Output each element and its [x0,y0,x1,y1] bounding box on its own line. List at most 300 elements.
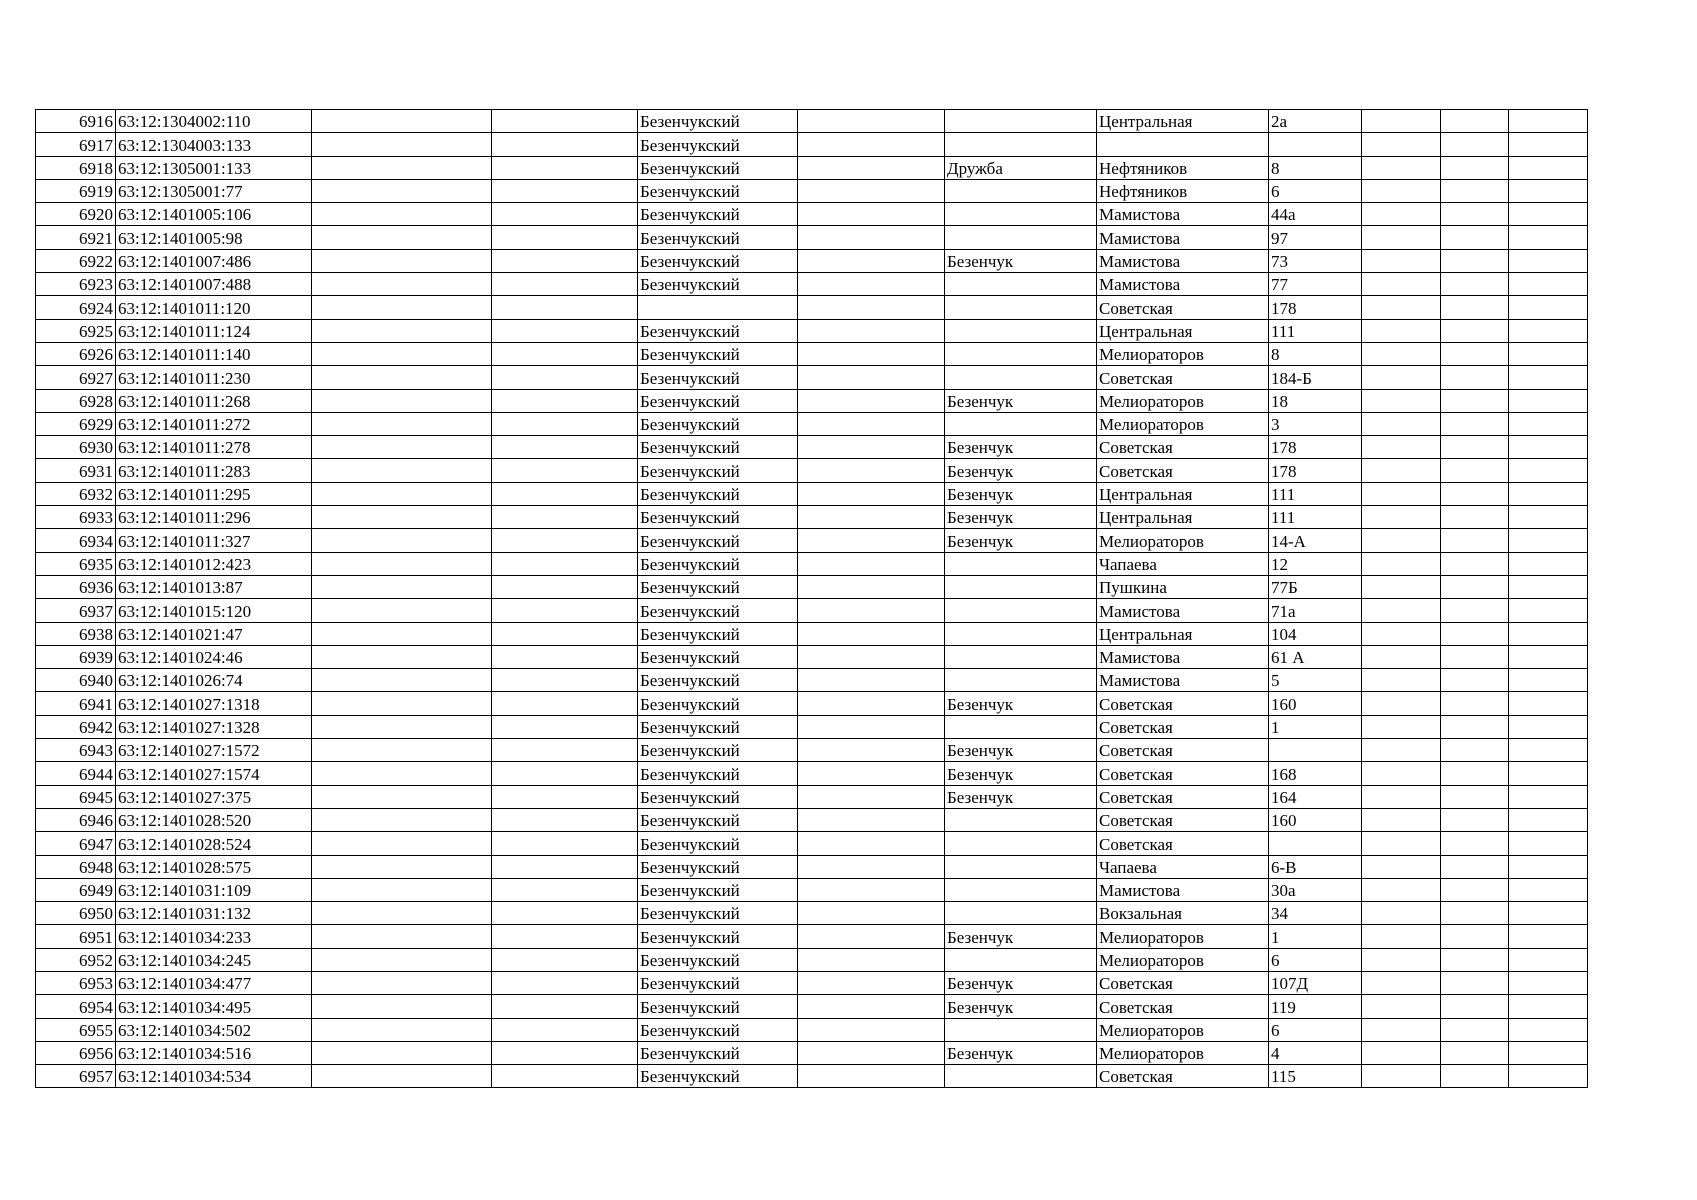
blank-cell-c [798,226,945,249]
blank-cell-f [1509,762,1588,785]
table-row [36,389,1588,412]
table-row [36,366,1588,389]
street-cell: Советская [1097,808,1269,831]
row-number-cell: 6952 [36,948,116,971]
blank-cell-e [1441,948,1509,971]
blank-cell-a [312,459,492,482]
blank-cell-d [1362,599,1441,622]
blank-cell-b [492,110,638,133]
district-cell: Безенчукский [638,971,798,994]
blank-cell-a [312,110,492,133]
street-cell: Советская [1097,692,1269,715]
blank-cell-f [1509,226,1588,249]
house-number-cell: 178 [1269,436,1362,459]
row-number-cell: 6946 [36,808,116,831]
row-number-cell: 6945 [36,785,116,808]
blank-cell-d [1362,273,1441,296]
blank-cell-a [312,645,492,668]
row-number-cell: 6916 [36,110,116,133]
blank-cell-f [1509,855,1588,878]
blank-cell-b [492,622,638,645]
blank-cell-f [1509,1041,1588,1064]
cadastral-number-cell: 63:12:1401024:46 [116,645,312,668]
blank-cell-e [1441,226,1509,249]
cadastral-number-cell: 63:12:1305001:77 [116,179,312,202]
house-number-cell [1269,832,1362,855]
blank-cell-d [1362,552,1441,575]
blank-cell-a [312,739,492,762]
blank-cell-d [1362,482,1441,505]
street-cell: Советская [1097,971,1269,994]
district-cell: Безенчукский [638,273,798,296]
blank-cell-a [312,1065,492,1088]
cadastral-number-cell: 63:12:1401034:502 [116,1018,312,1041]
settlement-cell [945,412,1097,435]
cadastral-number-cell: 63:12:1401012:423 [116,552,312,575]
house-number-cell: 12 [1269,552,1362,575]
district-cell: Безенчукский [638,156,798,179]
house-number-cell: 1 [1269,925,1362,948]
house-number-cell: 30а [1269,878,1362,901]
blank-cell-d [1362,203,1441,226]
district-cell: Безенчукский [638,249,798,272]
blank-cell-a [312,878,492,901]
house-number-cell: 168 [1269,762,1362,785]
blank-cell-e [1441,459,1509,482]
table-row [36,412,1588,435]
blank-cell-e [1441,436,1509,459]
blank-cell-e [1441,995,1509,1018]
blank-cell-e [1441,110,1509,133]
blank-cell-f [1509,249,1588,272]
district-cell: Безенчукский [638,436,798,459]
house-number-cell: 111 [1269,482,1362,505]
cadastral-number-cell: 63:12:1401011:283 [116,459,312,482]
street-cell: Нефтяников [1097,156,1269,179]
table-row [36,971,1588,994]
blank-cell-c [798,599,945,622]
house-number-cell: 8 [1269,156,1362,179]
cadastral-number-cell: 63:12:1401031:132 [116,902,312,925]
blank-cell-a [312,995,492,1018]
house-number-cell [1269,133,1362,156]
district-cell: Безенчукский [638,715,798,738]
blank-cell-b [492,855,638,878]
row-number-cell: 6920 [36,203,116,226]
table-row [36,692,1588,715]
blank-cell-d [1362,669,1441,692]
blank-cell-a [312,552,492,575]
house-number-cell: 97 [1269,226,1362,249]
blank-cell-c [798,971,945,994]
blank-cell-e [1441,855,1509,878]
table-row [36,273,1588,296]
table-row [36,669,1588,692]
blank-cell-f [1509,995,1588,1018]
house-number-cell: 160 [1269,808,1362,831]
settlement-cell [945,110,1097,133]
street-cell: Вокзальная [1097,902,1269,925]
house-number-cell: 71а [1269,599,1362,622]
blank-cell-c [798,808,945,831]
settlement-cell [945,203,1097,226]
district-cell: Безенчукский [638,599,798,622]
district-cell [638,296,798,319]
blank-cell-d [1362,995,1441,1018]
blank-cell-b [492,273,638,296]
table-row [36,808,1588,831]
blank-cell-d [1362,739,1441,762]
blank-cell-a [312,622,492,645]
district-cell: Безенчукский [638,203,798,226]
settlement-cell [945,622,1097,645]
blank-cell-b [492,203,638,226]
street-cell: Центральная [1097,622,1269,645]
blank-cell-a [312,249,492,272]
district-cell: Безенчукский [638,575,798,598]
blank-cell-b [492,249,638,272]
blank-cell-a [312,855,492,878]
district-cell: Безенчукский [638,1065,798,1088]
street-cell: Мамистова [1097,645,1269,668]
district-cell: Безенчукский [638,459,798,482]
cadastral-number-cell: 63:12:1401015:120 [116,599,312,622]
blank-cell-f [1509,925,1588,948]
blank-cell-b [492,832,638,855]
row-number-cell: 6955 [36,1018,116,1041]
district-cell: Безенчукский [638,482,798,505]
blank-cell-c [798,948,945,971]
street-cell: Мелиораторов [1097,948,1269,971]
settlement-cell [945,179,1097,202]
house-number-cell [1269,739,1362,762]
house-number-cell: 8 [1269,342,1362,365]
row-number-cell: 6943 [36,739,116,762]
row-number-cell: 6935 [36,552,116,575]
cadastral-number-cell: 63:12:1401034:477 [116,971,312,994]
blank-cell-c [798,552,945,575]
blank-cell-f [1509,599,1588,622]
district-cell: Безенчукский [638,179,798,202]
blank-cell-f [1509,459,1588,482]
blank-cell-f [1509,389,1588,412]
cadastral-number-cell: 63:12:1401011:278 [116,436,312,459]
blank-cell-e [1441,133,1509,156]
district-cell: Безенчукский [638,832,798,855]
row-number-cell: 6942 [36,715,116,738]
cadastral-number-cell: 63:12:1401011:230 [116,366,312,389]
blank-cell-f [1509,739,1588,762]
cadastral-number-cell: 63:12:1401011:268 [116,389,312,412]
blank-cell-b [492,1065,638,1088]
blank-cell-e [1441,715,1509,738]
blank-cell-e [1441,1018,1509,1041]
house-number-cell: 6 [1269,948,1362,971]
blank-cell-b [492,389,638,412]
blank-cell-c [798,179,945,202]
settlement-cell [945,902,1097,925]
cadastral-number-cell: 63:12:1401031:109 [116,878,312,901]
house-number-cell: 3 [1269,412,1362,435]
blank-cell-a [312,412,492,435]
cadastral-number-cell: 63:12:1401011:327 [116,529,312,552]
blank-cell-a [312,575,492,598]
street-cell: Советская [1097,995,1269,1018]
settlement-cell [945,599,1097,622]
row-number-cell: 6923 [36,273,116,296]
district-cell: Безенчукский [638,506,798,529]
blank-cell-c [798,575,945,598]
blank-cell-e [1441,1041,1509,1064]
row-number-cell: 6931 [36,459,116,482]
blank-cell-e [1441,808,1509,831]
cadastral-number-cell: 63:12:1401011:296 [116,506,312,529]
blank-cell-b [492,226,638,249]
row-number-cell: 6938 [36,622,116,645]
blank-cell-c [798,878,945,901]
blank-cell-d [1362,436,1441,459]
blank-cell-b [492,669,638,692]
house-number-cell: 77Б [1269,575,1362,598]
blank-cell-e [1441,552,1509,575]
blank-cell-a [312,529,492,552]
blank-cell-e [1441,482,1509,505]
blank-cell-e [1441,203,1509,226]
district-cell: Безенчукский [638,110,798,133]
street-cell: Центральная [1097,482,1269,505]
blank-cell-b [492,156,638,179]
blank-cell-d [1362,296,1441,319]
street-cell: Мелиораторов [1097,1041,1269,1064]
blank-cell-c [798,1041,945,1064]
district-cell: Безенчукский [638,995,798,1018]
blank-cell-d [1362,878,1441,901]
house-number-cell: 2а [1269,110,1362,133]
settlement-cell [945,296,1097,319]
blank-cell-c [798,1065,945,1088]
blank-cell-b [492,366,638,389]
cadastral-number-cell: 63:12:1401011:120 [116,296,312,319]
settlement-cell [945,645,1097,668]
settlement-cell: Безенчук [945,995,1097,1018]
blank-cell-b [492,948,638,971]
table-row [36,156,1588,179]
table-row [36,226,1588,249]
house-number-cell: 111 [1269,506,1362,529]
settlement-cell [945,808,1097,831]
street-cell: Центральная [1097,319,1269,342]
blank-cell-e [1441,296,1509,319]
row-number-cell: 6933 [36,506,116,529]
blank-cell-b [492,459,638,482]
cadastral-number-cell: 63:12:1401034:245 [116,948,312,971]
district-cell: Безенчукский [638,226,798,249]
blank-cell-b [492,179,638,202]
district-cell: Безенчукский [638,412,798,435]
cadastral-number-cell: 63:12:1401013:87 [116,575,312,598]
blank-cell-b [492,902,638,925]
house-number-cell: 5 [1269,669,1362,692]
blank-cell-d [1362,342,1441,365]
district-cell: Безенчукский [638,319,798,342]
blank-cell-a [312,389,492,412]
street-cell: Мамистова [1097,878,1269,901]
blank-cell-a [312,785,492,808]
blank-cell-d [1362,575,1441,598]
blank-cell-e [1441,599,1509,622]
table-row [36,1041,1588,1064]
blank-cell-d [1362,855,1441,878]
settlement-cell [945,342,1097,365]
settlement-cell: Безенчук [945,925,1097,948]
blank-cell-c [798,342,945,365]
house-number-cell: 107Д [1269,971,1362,994]
row-number-cell: 6922 [36,249,116,272]
settlement-cell [945,832,1097,855]
blank-cell-a [312,902,492,925]
house-number-cell: 119 [1269,995,1362,1018]
settlement-cell [945,273,1097,296]
blank-cell-f [1509,832,1588,855]
blank-cell-a [312,669,492,692]
row-number-cell: 6957 [36,1065,116,1088]
table-row [36,110,1588,133]
district-cell: Безенчукский [638,552,798,575]
blank-cell-f [1509,669,1588,692]
table-row [36,925,1588,948]
blank-cell-a [312,762,492,785]
settlement-cell: Безенчук [945,692,1097,715]
blank-cell-a [312,226,492,249]
row-number-cell: 6934 [36,529,116,552]
district-cell: Безенчукский [638,645,798,668]
settlement-cell [945,575,1097,598]
settlement-cell [945,1018,1097,1041]
cadastral-number-cell: 63:12:1401011:124 [116,319,312,342]
blank-cell-b [492,925,638,948]
blank-cell-d [1362,902,1441,925]
blank-cell-a [312,133,492,156]
table-row [36,995,1588,1018]
blank-cell-a [312,1018,492,1041]
blank-cell-c [798,459,945,482]
blank-cell-b [492,436,638,459]
settlement-cell [945,226,1097,249]
blank-cell-d [1362,459,1441,482]
table-row [36,296,1588,319]
settlement-cell: Безенчук [945,459,1097,482]
settlement-cell: Безенчук [945,785,1097,808]
row-number-cell: 6926 [36,342,116,365]
street-cell: Мамистова [1097,226,1269,249]
row-number-cell: 6924 [36,296,116,319]
row-number-cell: 6927 [36,366,116,389]
street-cell: Мамистова [1097,249,1269,272]
blank-cell-e [1441,971,1509,994]
blank-cell-a [312,925,492,948]
blank-cell-d [1362,389,1441,412]
row-number-cell: 6932 [36,482,116,505]
blank-cell-f [1509,1065,1588,1088]
blank-cell-a [312,319,492,342]
street-cell: Мамистова [1097,273,1269,296]
street-cell: Советская [1097,296,1269,319]
settlement-cell [945,948,1097,971]
district-cell: Безенчукский [638,948,798,971]
blank-cell-e [1441,902,1509,925]
blank-cell-d [1362,1065,1441,1088]
blank-cell-b [492,1018,638,1041]
cadastral-number-cell: 63:12:1401027:375 [116,785,312,808]
street-cell: Советская [1097,832,1269,855]
blank-cell-c [798,319,945,342]
street-cell: Мелиораторов [1097,529,1269,552]
blank-cell-c [798,1018,945,1041]
cadastral-number-cell: 63:12:1401034:233 [116,925,312,948]
row-number-cell: 6948 [36,855,116,878]
cadastral-number-cell: 63:12:1401007:486 [116,249,312,272]
blank-cell-e [1441,878,1509,901]
district-cell: Безенчукский [638,878,798,901]
cadastral-number-cell: 63:12:1401027:1318 [116,692,312,715]
house-number-cell: 4 [1269,1041,1362,1064]
settlement-cell: Безенчук [945,482,1097,505]
cadastral-number-cell: 63:12:1401011:272 [116,412,312,435]
blank-cell-c [798,669,945,692]
cadastral-number-cell: 63:12:1401011:140 [116,342,312,365]
settlement-cell: Безенчук [945,389,1097,412]
blank-cell-b [492,808,638,831]
settlement-cell: Безенчук [945,436,1097,459]
table-row [36,1018,1588,1041]
blank-cell-e [1441,739,1509,762]
blank-cell-b [492,575,638,598]
blank-cell-b [492,995,638,1018]
house-number-cell: 111 [1269,319,1362,342]
house-number-cell: 34 [1269,902,1362,925]
settlement-cell [945,552,1097,575]
blank-cell-f [1509,1018,1588,1041]
cadastral-number-cell: 63:12:1401027:1574 [116,762,312,785]
row-number-cell: 6936 [36,575,116,598]
district-cell: Безенчукский [638,342,798,365]
house-number-cell: 160 [1269,692,1362,715]
blank-cell-c [798,925,945,948]
blank-cell-e [1441,179,1509,202]
blank-cell-c [798,785,945,808]
blank-cell-c [798,203,945,226]
district-cell: Безенчукский [638,622,798,645]
blank-cell-a [312,342,492,365]
table-row [36,179,1588,202]
blank-cell-f [1509,273,1588,296]
street-cell: Советская [1097,459,1269,482]
table-row [36,575,1588,598]
blank-cell-a [312,366,492,389]
street-cell: Мелиораторов [1097,389,1269,412]
blank-cell-a [312,203,492,226]
house-number-cell: 1 [1269,715,1362,738]
street-cell: Советская [1097,1065,1269,1088]
blank-cell-a [312,296,492,319]
blank-cell-c [798,156,945,179]
cadastral-number-cell: 63:12:1401005:106 [116,203,312,226]
cadastral-number-cell: 63:12:1401011:295 [116,482,312,505]
blank-cell-b [492,785,638,808]
blank-cell-d [1362,412,1441,435]
blank-cell-c [798,436,945,459]
cadastral-number-cell: 63:12:1304002:110 [116,110,312,133]
